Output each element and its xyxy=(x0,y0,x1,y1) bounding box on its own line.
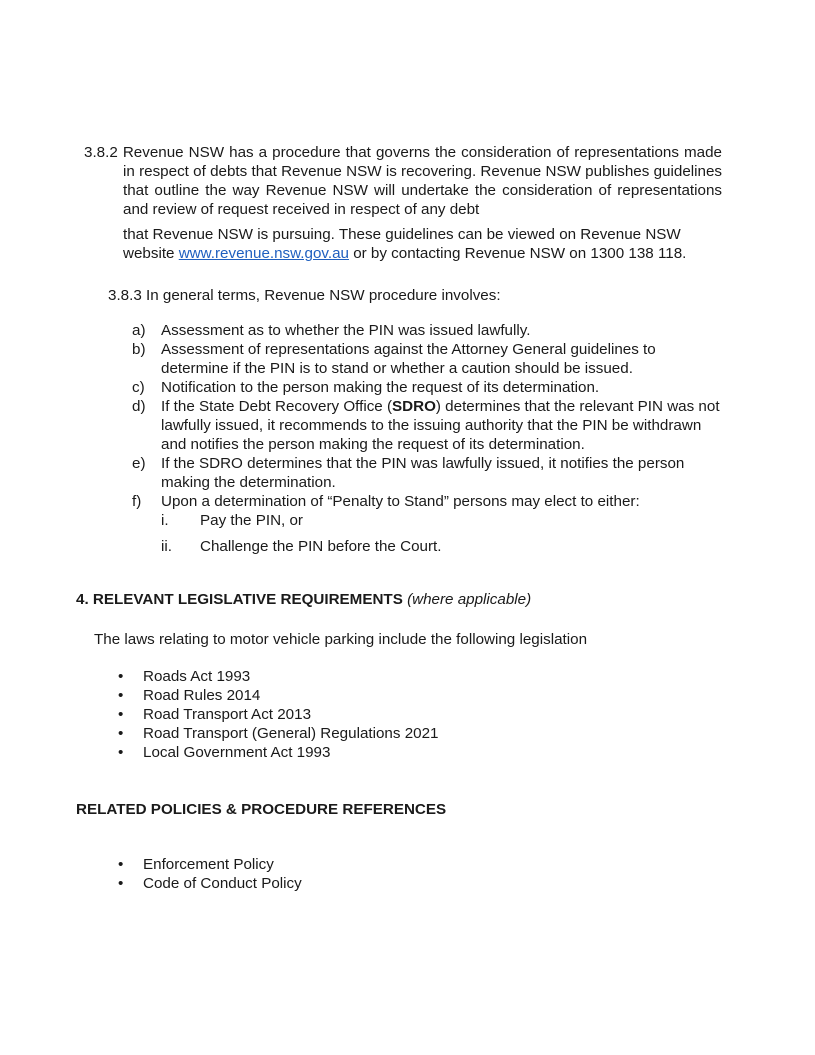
list-item-text: If the State Debt Recovery Office ( xyxy=(161,398,393,415)
bullet-marker: • xyxy=(118,875,124,892)
section-number: 3.8.3 xyxy=(108,287,142,304)
list-item-text: Roads Act 1993 xyxy=(143,668,251,685)
paragraph-text: or by contacting Revenue NSW on 1300 138 118. xyxy=(348,245,687,262)
list-item-text: If the SDRO determines that the PIN was lawfully issued, it notifies the person making the determination. xyxy=(161,455,685,491)
paragraph-text: website xyxy=(123,245,179,262)
legislation-list xyxy=(118,667,438,762)
list-marker: f) xyxy=(132,493,142,510)
list-item-text: Assessment of representations against the Attorney General guidelines to determine if the PIN is to stand or whether a caution should be issued. xyxy=(161,341,656,377)
list-item-text: Road Transport (General) Regulations 2021 xyxy=(143,725,439,742)
list-item xyxy=(132,454,722,492)
sub-list-item xyxy=(161,537,722,556)
list-item xyxy=(132,340,722,378)
section-3-8-3-intro xyxy=(108,286,501,305)
list-item-text: ) determines that the relevant PIN was not lawfully issued, it recommends to the issuing authority that the PIN be withdrawn and notifies the person making the request of its determination. xyxy=(161,398,720,453)
legislation-intro: The laws relating to motor vehicle parking include the following legislation xyxy=(94,631,588,648)
section-number: 3.8.2 xyxy=(84,144,118,161)
list-item-text: Enforcement Policy xyxy=(143,856,274,873)
sdro-abbreviation: SDRO xyxy=(392,398,436,415)
revenue-nsw-link[interactable]: www.revenue.nsw.gov.au xyxy=(178,245,349,262)
list-item xyxy=(118,686,438,705)
list-item xyxy=(132,492,722,556)
list-item xyxy=(118,667,438,686)
sub-list-item-text: Challenge the PIN before the Court. xyxy=(200,538,442,555)
section-3-8-2-text xyxy=(84,143,722,219)
sub-list xyxy=(161,511,722,556)
bullet-marker: • xyxy=(118,856,124,873)
sub-list-marker: ii. xyxy=(161,538,172,555)
list-item-text: Road Rules 2014 xyxy=(143,687,261,704)
list-item-text: Upon a determination of “Penalty to Stand” persons may elect to either: xyxy=(161,493,640,510)
section-3-8-2 xyxy=(84,143,722,263)
heading-note: (where applicable) xyxy=(407,591,532,608)
list-item-text: Road Transport Act 2013 xyxy=(143,706,312,723)
bullet-marker: • xyxy=(118,706,124,723)
bullet-marker: • xyxy=(118,725,124,742)
list-item xyxy=(118,874,302,893)
list-marker: d) xyxy=(132,398,146,415)
list-item-text: Assessment as to whether the PIN was issued lawfully. xyxy=(161,322,531,339)
list-marker: e) xyxy=(132,455,146,472)
section-4-heading xyxy=(76,590,531,609)
bullet-marker: • xyxy=(118,687,124,704)
bullet-marker: • xyxy=(118,668,124,685)
sub-list-marker: i. xyxy=(161,512,169,529)
related-policies-heading: RELATED POLICIES & PROCEDURE REFERENCES xyxy=(76,801,447,818)
paragraph-text: Revenue NSW has a procedure that governs the consideration of representations xyxy=(122,144,679,161)
paragraph-text: that Revenue NSW is pursuing. These guidelines can be viewed on Revenue NSW xyxy=(123,226,681,243)
list-item xyxy=(132,378,722,397)
paragraph-text: made in respect of debts that Revenue NSW is recovering. Revenue NSW publishes guidelines that outline the way Revenue NSW will undertake the consideration of representations and review of request received in respect of any debt xyxy=(123,144,722,218)
list-item xyxy=(132,321,722,340)
heading-text: 4. RELEVANT LEGISLATIVE REQUIREMENTS xyxy=(76,591,403,608)
list-item-text: Notification to the person making the request of its determination. xyxy=(161,379,600,396)
list-item xyxy=(118,705,438,724)
list-item xyxy=(118,724,438,743)
list-item xyxy=(118,855,302,874)
sub-list-item-text: Pay the PIN, or xyxy=(200,512,303,529)
related-policies-list xyxy=(118,855,302,893)
paragraph-text: In general terms, Revenue NSW procedure involves: xyxy=(146,287,501,304)
list-marker: c) xyxy=(132,379,145,396)
procedure-list xyxy=(132,321,722,556)
bullet-marker: • xyxy=(118,744,124,761)
sub-list-item xyxy=(161,511,722,530)
list-item xyxy=(118,743,438,762)
list-marker: a) xyxy=(132,322,146,339)
list-item-text: Local Government Act 1993 xyxy=(143,744,331,761)
section-3-8-2-continuation xyxy=(84,225,722,263)
list-item xyxy=(132,397,722,454)
list-item-text: Code of Conduct Policy xyxy=(143,875,302,892)
list-marker: b) xyxy=(132,341,146,358)
